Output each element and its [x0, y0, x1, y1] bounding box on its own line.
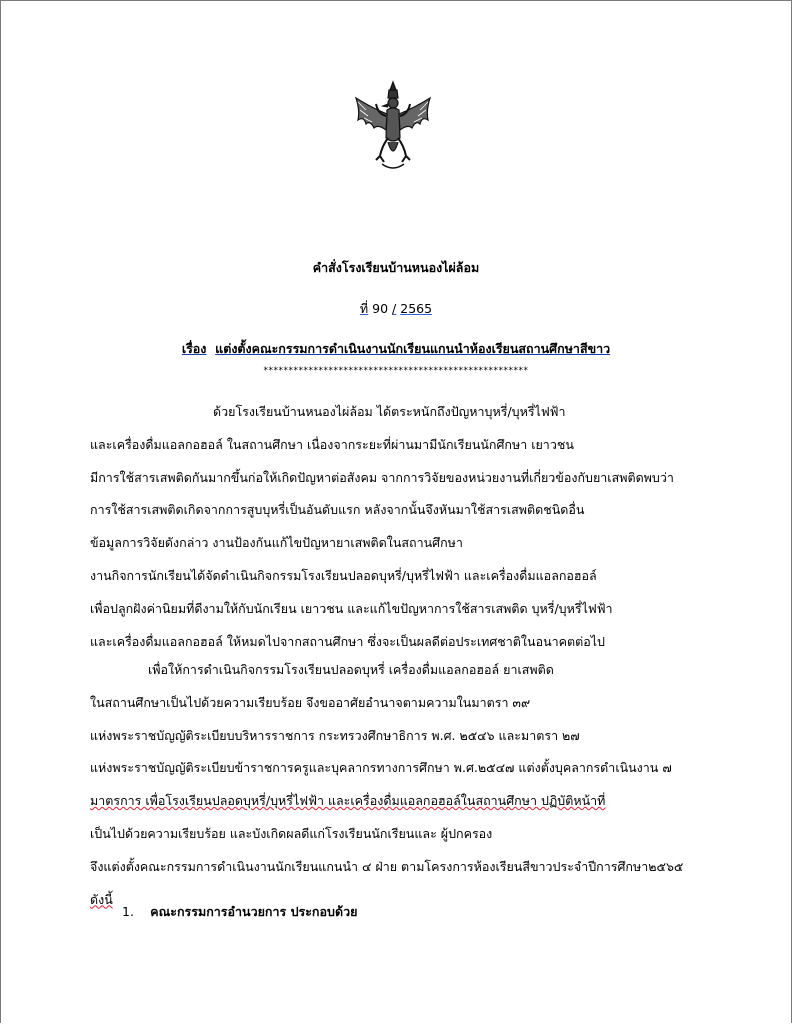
- paragraph-line: ด้วยโรงเรียนบ้านหนองไผ่ล้อม ได้ตระหนักถึงปัญหาบุหรี่/บุหรี่ไฟฟ้า: [213, 404, 566, 419]
- paragraph-2: [90, 654, 730, 916]
- garuda-emblem-icon: [352, 80, 434, 176]
- paragraph-line: เพื่อปลูกฝังค่านิยมที่ดีงามให้กับนักเรียน เยาวชน และแก้ไขปัญหาการใช้สารเสพติด บุหรี่/บุหรี่ไฟฟ้า: [90, 600, 613, 616]
- paragraph-line: และเครื่องดื่มแอลกอฮอล์ ให้หมดไปจากสถานศึกษา ซึ่งจะเป็นผลดีต่อประเทศชาติในอนาคตต่อไป: [90, 633, 605, 649]
- paragraph-line: และเครื่องดื่มแอลกอฮอล์ ในสถานศึกษา เนื่องจากระยะที่ผ่านมามีนักเรียนนักศึกษา เยาวชน: [90, 436, 574, 452]
- number-year: 2565: [400, 301, 433, 316]
- subject-label: เรื่อง: [181, 341, 207, 356]
- order-title: คำสั่งโรงเรียนบ้านหนองไผ่ล้อม: [312, 260, 480, 275]
- paragraph-line: ข้อมูลการวิจัยดังกล่าว งานป้องกันแก้ไขปัญหายาเสพติดในสถานศึกษา: [90, 535, 463, 551]
- paragraph-line: มาตรการ เพื่อโรงเรียนปลอดบุหรี่/บุหรี่ไฟฟ้า และเครื่องดื่มแอลกอฮอล์ในสถานศึกษา ปฏิบัติหน้าที่: [90, 793, 606, 809]
- paragraph-line: แห่งพระราชบัญญัติระเบียบข้าราชการครูและบุคลากรทางการศึกษา พ.ศ.๒๕๔๗ แต่งตั้งบุคลากรดำเนินงาน ๗: [90, 760, 672, 776]
- list-item-number: 1.: [122, 904, 134, 919]
- paragraph-line: งานกิจการนักเรียนได้จัดดำเนินกิจกรรมโรงเรียนปลอดบุหรี่/บุหรี่ไฟฟ้า และเครื่องดื่มแอลกอฮอล์: [90, 567, 597, 583]
- paragraph-1: [90, 396, 730, 658]
- paragraph-line: เป็นไปด้วยความเรียบร้อย และบังเกิดผลดีแก่โรงเรียนนักเรียนและ ผู้ปกครอง: [90, 825, 493, 841]
- number-separator: /: [392, 301, 397, 316]
- paragraph-line: การใช้สารเสพติดเกิดจากการสูบบุหรี่เป็นอันดับแรก หลังจากนั้นจึงหันมาใช้สารเสพติดชนิดอื่น: [90, 502, 585, 518]
- list-item-text: คณะกรรมการอำนวยการ ประกอบด้วย: [150, 904, 358, 919]
- paragraph-line: ดังนี้: [90, 891, 113, 907]
- paragraph-line: มีการใช้สารเสพติดกันมากขึ้นก่อให้เกิดปัญหาต่อสังคม จากการวิจัยของหน่วยงานที่เกี่ยวข้องกับยาเสพติดพบว่า: [90, 469, 674, 485]
- order-subject: [0, 339, 792, 359]
- number-prefix: ที่: [359, 301, 369, 316]
- paragraph-line: แห่งพระราชบัญญัติระเบียบบริหารราชการ กระทรวงศึกษาธิการ พ.ศ. ๒๕๔๖ และมาตรา ๒๗: [90, 727, 580, 743]
- paragraph-line: ในสถานศึกษาเป็นไปด้วยความเรียบร้อย จึงขออาศัยอำนาจตามความในมาตรา ๓๙: [90, 694, 531, 710]
- paragraph-line: เพื่อให้การดำเนินกิจกรรมโรงเรียนปลอดบุหรี่ เครื่องดื่มแอลกอฮอล์ ยาเสพติด: [148, 662, 554, 677]
- order-number: [0, 299, 792, 319]
- list-item: [122, 902, 357, 922]
- paragraph-line: จึงแต่งตั้งคณะกรรมการดำเนินงานนักเรียนแกนนำ ๔ ฝ่าย ตามโครงการห้องเรียนสีขาวประจำปีการศึกษา๒๕๖๕: [90, 858, 684, 874]
- subject-text: แต่งตั้งคณะกรรมการดำเนินงานนักเรียนแกนนำห้องเรียนสถานศึกษาสีขาว: [215, 341, 611, 356]
- separator-line: *****************************************************: [263, 366, 529, 376]
- number-value: 90: [372, 301, 389, 316]
